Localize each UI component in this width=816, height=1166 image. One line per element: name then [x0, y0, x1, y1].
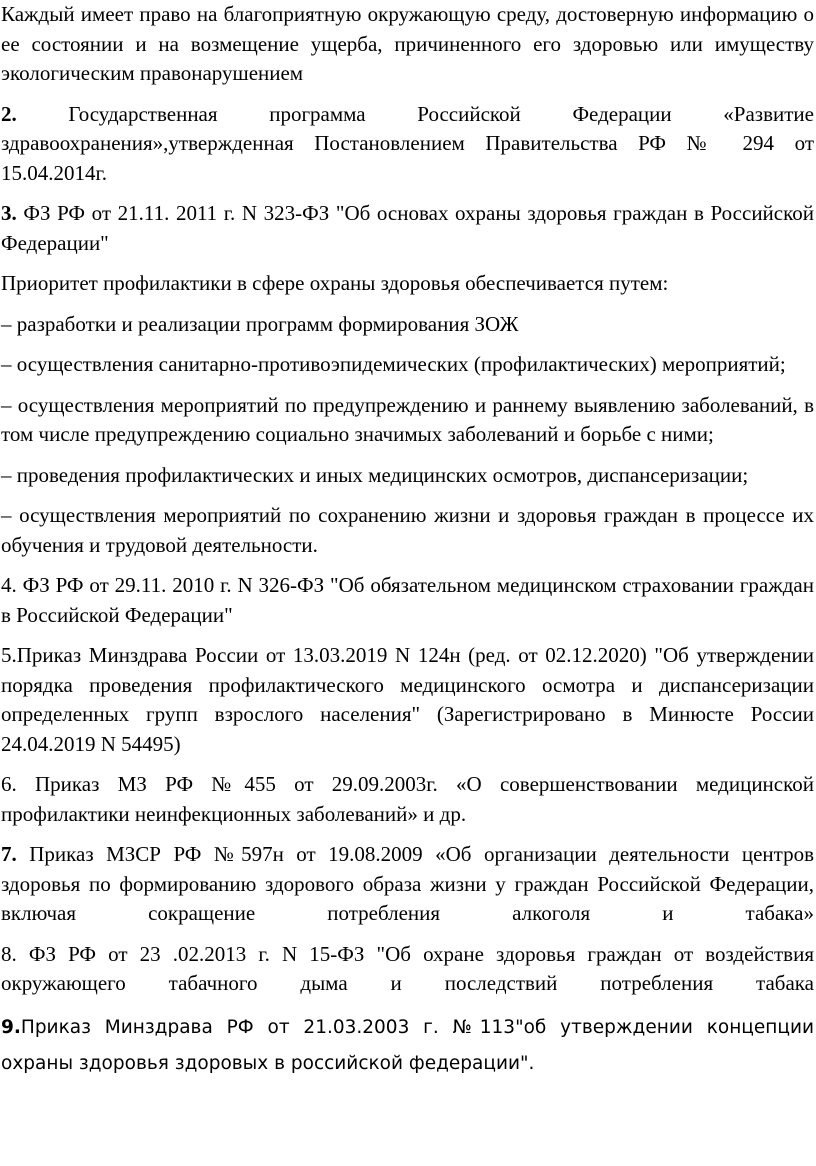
- paragraph-text: 6. Приказ МЗ РФ №455 от 29.09.2003г. «О совершенствовании медицинской профилактики неинфекционных заболеваний» и др.: [1, 772, 814, 826]
- list-item-sanitary-measures: [1, 350, 814, 380]
- paragraph-text: 5.Приказ Минздрава России от 13.03.2019 N 124н (ред. от 02.12.2020) "Об утверждении порядка проведения профилактического медицинского осмотра и диспансеризации определенных групп взрослого населения" (Зарегистрировано в Минюсте России 24.04.2019 N 54495): [1, 643, 814, 756]
- paragraph-environment-right: [1, 0, 814, 89]
- paragraph-order-597n: [1, 840, 814, 929]
- paragraph-text: – разработки и реализации программ формирования ЗОЖ: [1, 311, 519, 336]
- item-number: 3.: [1, 201, 17, 225]
- item-number: 9.: [1, 1016, 21, 1038]
- paragraph-text: Каждый имеет право на благоприятную окружающую среду, достоверную информацию о ее состоянии и на возмещение ущерба, причиненного его здоровью или имуществу экологическим правонарушением: [1, 2, 814, 85]
- paragraph-text: – проведения профилактических и иных медицинских осмотров, диспансеризации;: [1, 462, 749, 487]
- paragraph-text: ФЗ РФ от 21.11. 2011 г. N 323-ФЗ "Об основах охраны здоровья граждан в Российской Федерации": [1, 201, 814, 255]
- paragraph-order-124n: [1, 641, 814, 759]
- paragraph-text: Приказ МЗСР РФ №597н от 19.08.2009 «Об организации деятельности центров здоровья по формированию здорового образа жизни у граждан Российской Федерации, включая сокращение потребления алкоголя и табака»: [1, 842, 814, 925]
- list-item-early-detection: [1, 391, 814, 450]
- list-item-healthy-lifestyle: [1, 310, 814, 340]
- paragraph-text: – осуществления санитарно-противоэпидемических (профилактических) мероприятий;: [1, 352, 786, 376]
- paragraph-fz-323: [1, 199, 814, 258]
- list-item-education-work: [1, 501, 814, 560]
- item-number: 7.: [1, 842, 17, 866]
- paragraph-text: – осуществления мероприятий по сохранению жизни и здоровья граждан в процессе их обучения и трудовой деятельности.: [1, 503, 814, 557]
- paragraph-fz-15: [1, 940, 814, 999]
- paragraph-text: Государственная программа Российской Федерации «Развитие здравоохранения»,утвержденная Постановлением Правительства РФ № 294 от 15.04.2014г.: [1, 101, 814, 185]
- paragraph-text: Приоритет профилактики в сфере охраны здоровья обеспечивается путем:: [1, 271, 669, 295]
- list-item-medical-exams: [1, 461, 814, 491]
- paragraph-fz-326: [1, 571, 814, 630]
- paragraph-text: Приказ Минздрава РФ от 21.03.2003 г. №113"об утверждении концепции охраны здоровья здоровых в российской федерации".: [1, 1016, 814, 1074]
- paragraph-prevention-priority: [1, 269, 814, 299]
- paragraph-order-113: [1, 1010, 814, 1082]
- paragraph-text: 4. ФЗ РФ от 29.11. 2010 г. N 326-ФЗ "Об обязательном медицинском страховании граждан в Российской Федерации": [1, 573, 814, 627]
- paragraph-state-program: [1, 100, 814, 189]
- paragraph-text: – осуществления мероприятий по предупреждению и раннему выявлению заболеваний, в том числе предупреждению социально значимых заболеваний и борьбе с ними;: [1, 392, 814, 446]
- paragraph-text: 8. ФЗ РФ от 23 .02.2013 г. N 15-ФЗ "Об охране здоровья граждан от воздействия окружающего табачного дыма и последствий потребления табака: [1, 941, 814, 995]
- item-number: 2.: [1, 101, 17, 126]
- paragraph-order-455: [1, 770, 814, 829]
